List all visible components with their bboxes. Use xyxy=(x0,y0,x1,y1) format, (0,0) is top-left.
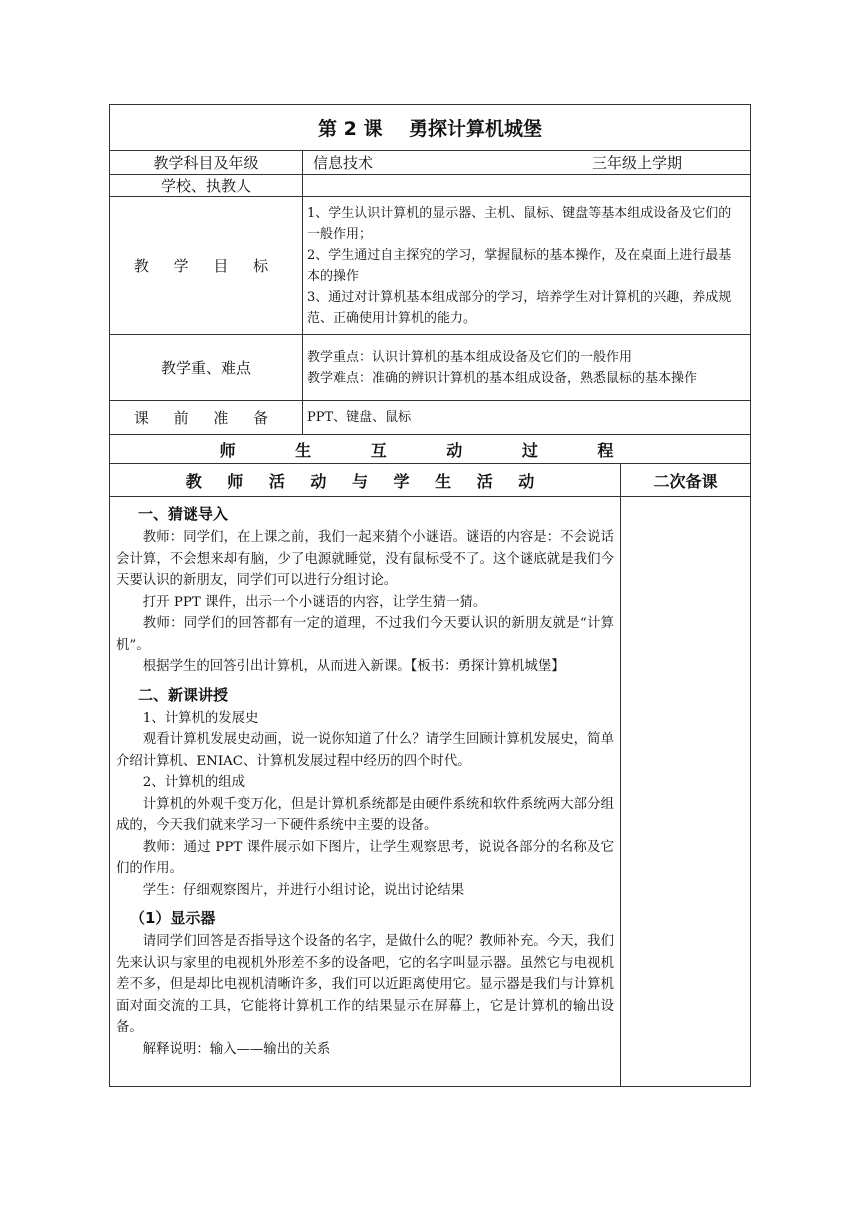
keypoints-row xyxy=(110,335,751,401)
prep-row xyxy=(110,401,751,435)
notes-content xyxy=(621,497,751,1087)
keypoints-cell xyxy=(303,335,751,401)
goals-label: 教 学 目 标 xyxy=(110,197,303,335)
section-heading: 一、猜谜导入 xyxy=(138,505,229,523)
section-heading: 二、新课讲授 xyxy=(138,685,229,704)
paragraph: 学生：仔细观察图片，并进行小组讨论，说出讨论结果 xyxy=(142,882,465,898)
section-heading: （1）显示器 xyxy=(130,909,216,927)
school-value xyxy=(303,175,751,197)
lesson-name: 勇探计算机城堡 xyxy=(408,118,542,140)
lesson-title xyxy=(110,105,751,151)
school-label: 学校、执教人 xyxy=(110,175,303,197)
subject-label: 教学科目及年级 xyxy=(110,151,303,175)
paragraph: 解释说明：输入——输出的关系 xyxy=(142,1041,331,1057)
notes-column-header: 二次备课 xyxy=(621,464,751,497)
subject-row xyxy=(110,151,751,175)
prep-value: PPT、键盘、鼠标 xyxy=(303,401,751,435)
paragraph: 教师：同学们的回答都有一定的道理，不过我们今天要认识的新朋友就是“计算机”。 xyxy=(116,616,614,653)
paragraph: 根据学生的回答引出计算机，从而进入新课。【板书：勇探计算机城堡】 xyxy=(142,659,565,674)
column-header-row xyxy=(110,464,751,497)
paragraph: 请同学们回答是否指导这个设备的名字，是做什么的呢？教师补充。今天，我们先来认识与家里的电视机外形差不多的设备吧，它的名字叫显示器。虽然它与电视机差不多，但是却比电视机清晰许多，我们可以近距离使用它。显示器是我们与计算机面对面交流的工具，它能将计算机工作的结果显示在屏幕上，它是计算机的输出设备。 xyxy=(116,934,614,1035)
goals-row xyxy=(110,197,751,335)
paragraph: 教师：同学们，在上课之前，我们一起来猜个小谜语。谜语的内容是：不会说话会计算，不会想来却有脑，少了电源就睡觉，没有鼠标受不了。这个谜底就是我们今天要认识的新朋友，同学们可以进行分组讨论。 xyxy=(116,530,614,588)
goals-list xyxy=(303,197,751,335)
content-row xyxy=(110,497,751,1087)
subject-cell xyxy=(303,151,751,175)
keypoint-difficulty: 教学难点：准确的辨识计算机的基本组成设备，熟悉鼠标的基本操作 xyxy=(307,370,698,386)
lesson-table xyxy=(109,104,751,1087)
subheading: 2、计算机的组成 xyxy=(142,775,246,790)
process-heading-row xyxy=(110,435,751,464)
prep-label: 课 前 准 备 xyxy=(110,401,303,435)
process-heading: 师 生 互 动 过 程 xyxy=(110,435,751,464)
goal-item: 2、学生通过自主探究的学习，掌握鼠标的基本操作，及在桌面上进行最基本的操作 xyxy=(307,247,732,284)
activity-content xyxy=(110,497,621,1087)
grade-value: 三年级上学期 xyxy=(592,154,683,172)
title-row xyxy=(110,105,751,151)
school-row xyxy=(110,175,751,197)
activity-column-header: 教 师 活 动 与 学 生 活 动 xyxy=(110,464,621,497)
subject-value: 信息技术 xyxy=(313,154,374,172)
paragraph: 打开 PPT 课件，出示一个小谜语的内容，让学生猜一猜。 xyxy=(142,594,487,610)
goal-item: 3、通过对计算机基本组成部分的学习，培养学生对计算机的兴趣，养成规范、正确使用计算机的能力。 xyxy=(307,289,732,326)
keypoint-focus: 教学重点：认识计算机的基本组成设备及它们的一般作用 xyxy=(307,349,633,365)
keypoints-label: 教学重、难点 xyxy=(110,335,303,401)
paragraph: 教师：通过 PPT 课件展示如下图片，让学生观察思考，说说各部分的名称及它们的作用。 xyxy=(116,839,614,876)
lesson-number: 第 2 课 xyxy=(318,118,383,140)
lesson-plan xyxy=(109,104,750,1087)
paragraph: 计算机的外观千变万化，但是计算机系统都是由硬件系统和软件系统两大部分组成的，今天我们就来学习一下硬件系统中主要的设备。 xyxy=(116,796,614,833)
subheading: 1、计算机的发展史 xyxy=(142,710,259,726)
goal-item: 1、学生认识计算机的显示器、主机、鼠标、键盘等基本组成设备及它们的一般作用； xyxy=(307,205,732,242)
paragraph: 观看计算机发展史动画，说一说你知道了什么？请学生回顾计算机发展史，简单介绍计算机、ENIAC、计算机发展过程中经历的四个时代。 xyxy=(116,732,614,769)
